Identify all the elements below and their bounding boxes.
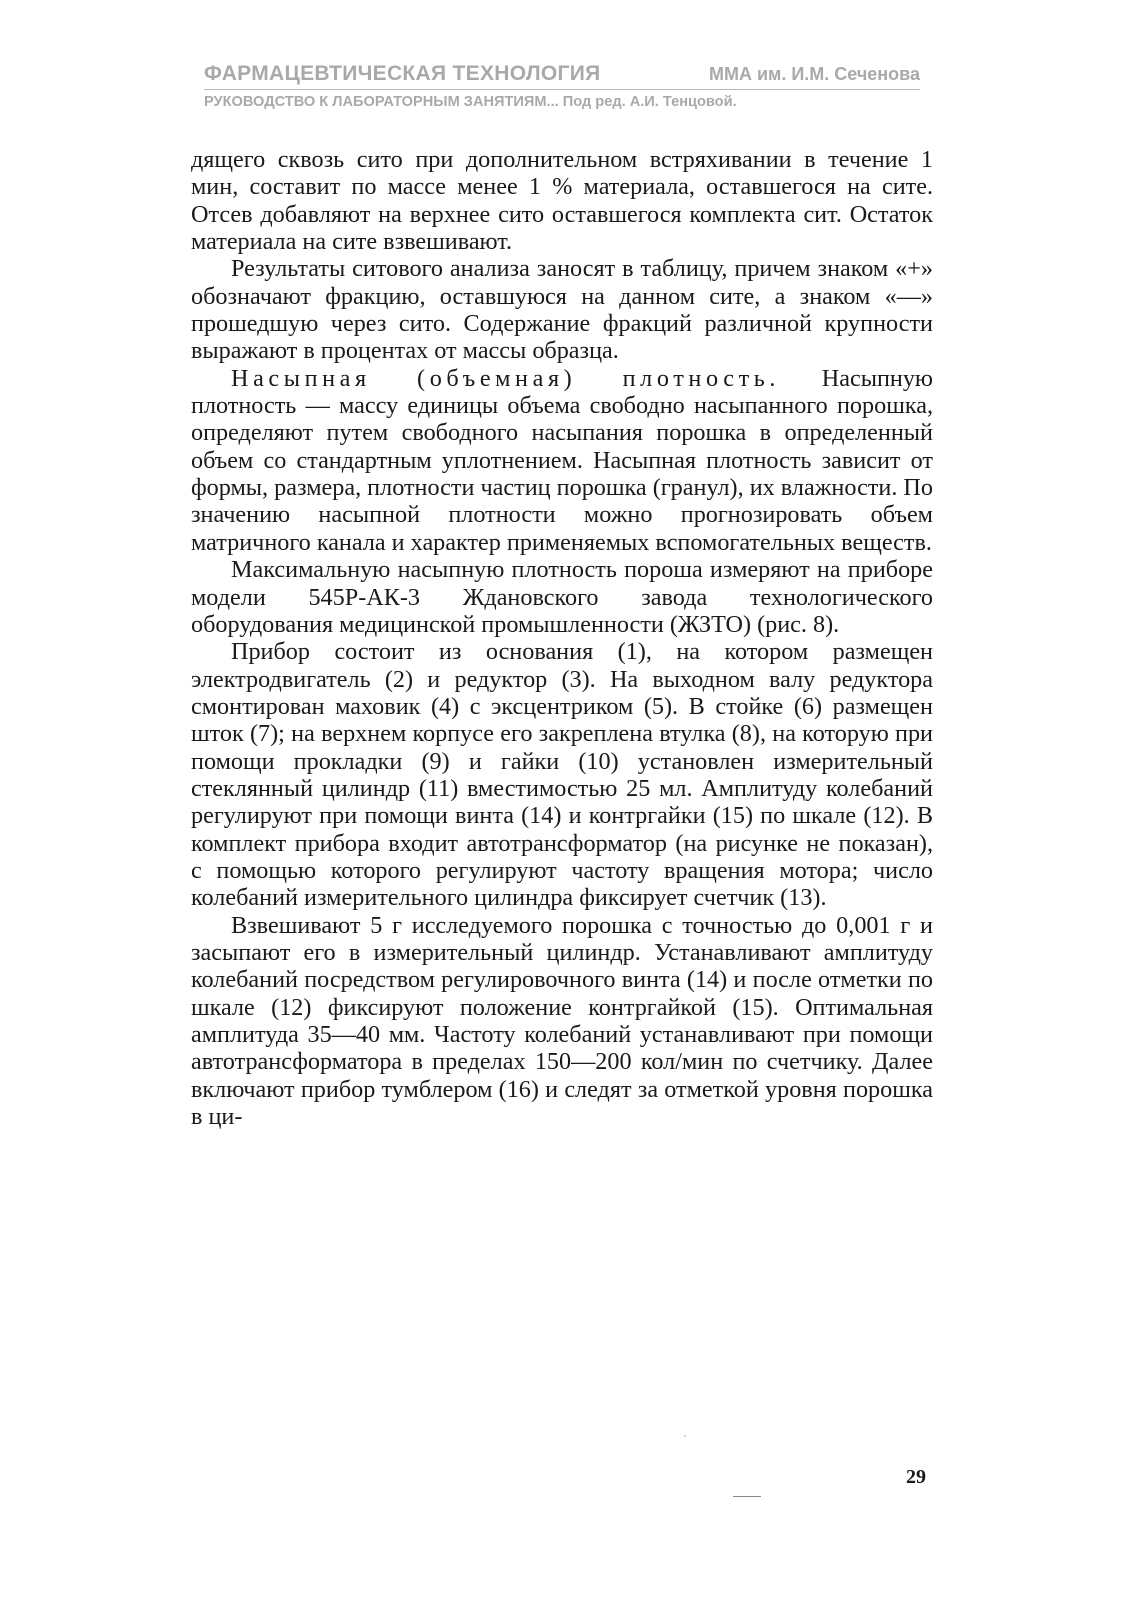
paragraph-bulk-density	[191, 365, 933, 556]
paragraph-device-description: Прибор состоит из основания (1), на котором размещен электродвигатель (2) и редуктор (3). На выходном валу редуктора смонтирован маховик (4) с эксцентриком (5). В стойке (6) размещен шток (7); на верхнем корпусе его закреплена втулка (8), на которую при помощи прокладки (9) и гайки (10) установлен измерительный стеклянный цилиндр (11) вместимостью 25 мл. Амплитуду колебаний регулируют при помощи винта (14) и контргайки (15) по шкале (12). В комплект прибора входит автотрансформатор (на рисунке не показан), с помощью которого регулируют частоту вращения мотора; число колебаний измерительного цилиндра фиксирует счетчик (13).	[191, 638, 933, 912]
header-top-row	[204, 62, 920, 86]
bulk-density-text: Насыпную плотность — массу единицы объема свободно насыпанного порошка, определяют путем свободного насыпания порошка в определенный объем со стандартным уплотнением. Насыпная плотность зависит от формы, размера, плотности частиц порошка (гранул), их влажности. По значению насыпной плотности можно прогнозировать объем матричного канала и характер применяемых вспомогательных веществ.	[191, 364, 933, 556]
scan-speck	[684, 1435, 686, 1437]
paragraph-max-density: Максимальную насыпную плотность пороша измеряют на приборе модели 545Р-АК-3 Ждановского завода технологического оборудования медицинской промышленности (ЖЗТО) (рис. 8).	[191, 556, 933, 638]
paragraph-procedure: Взвешивают 5 г исследуемого порошка с точностью до 0,001 г и засыпают его в измерительный цилиндр. Устанавливают амплитуду колебаний посредством регулировочного винта (14) и после отметки по шкале (12) фиксируют положение контргайкой (15). Оптимальная амплитуда 35—40 мм. Частоту колебаний устанавливают при помощи автотрансформатора в пределах 150—200 кол/мин по счетчику. Далее включают прибор тумблером (16) и следят за отметкой уровня порошка в ци-	[191, 911, 933, 1131]
section-heading-bulk-density: Насыпная (объемная) плотность.	[231, 364, 781, 392]
institution-name: ММА им. И.М. Сеченова	[708, 64, 920, 84]
book-title: ФАРМАЦЕВТИЧЕСКАЯ ТЕХНОЛОГИЯ	[204, 62, 601, 85]
page-body	[191, 146, 933, 1130]
page-number: 29	[906, 1466, 926, 1488]
scan-speck	[733, 1496, 761, 1497]
paragraph-sieve-results: Результаты ситового анализа заносят в таблицу, причем знаком «+» обозначают фракцию, оставшуюся на данном сите, а знаком «—» прошедшую через сито. Содержание фракций различной крупности выражают в процентах от массы образца.	[191, 255, 933, 365]
running-header	[204, 62, 920, 110]
header-rule	[204, 89, 920, 90]
book-subtitle: РУКОВОДСТВО К ЛАБОРАТОРНЫМ ЗАНЯТИЯМ... Под ред. А.И. Тенцовой.	[204, 94, 737, 110]
paragraph-sieve-continuation: дящего сквозь сито при дополнительном встряхивании в течение 1 мин, составит по массе менее 1 % материала, оставшегося на сите. Отсев добавляют на верхнее сито оставшегося комплекта сит. Остаток материала на сите взвешивают.	[191, 146, 933, 256]
